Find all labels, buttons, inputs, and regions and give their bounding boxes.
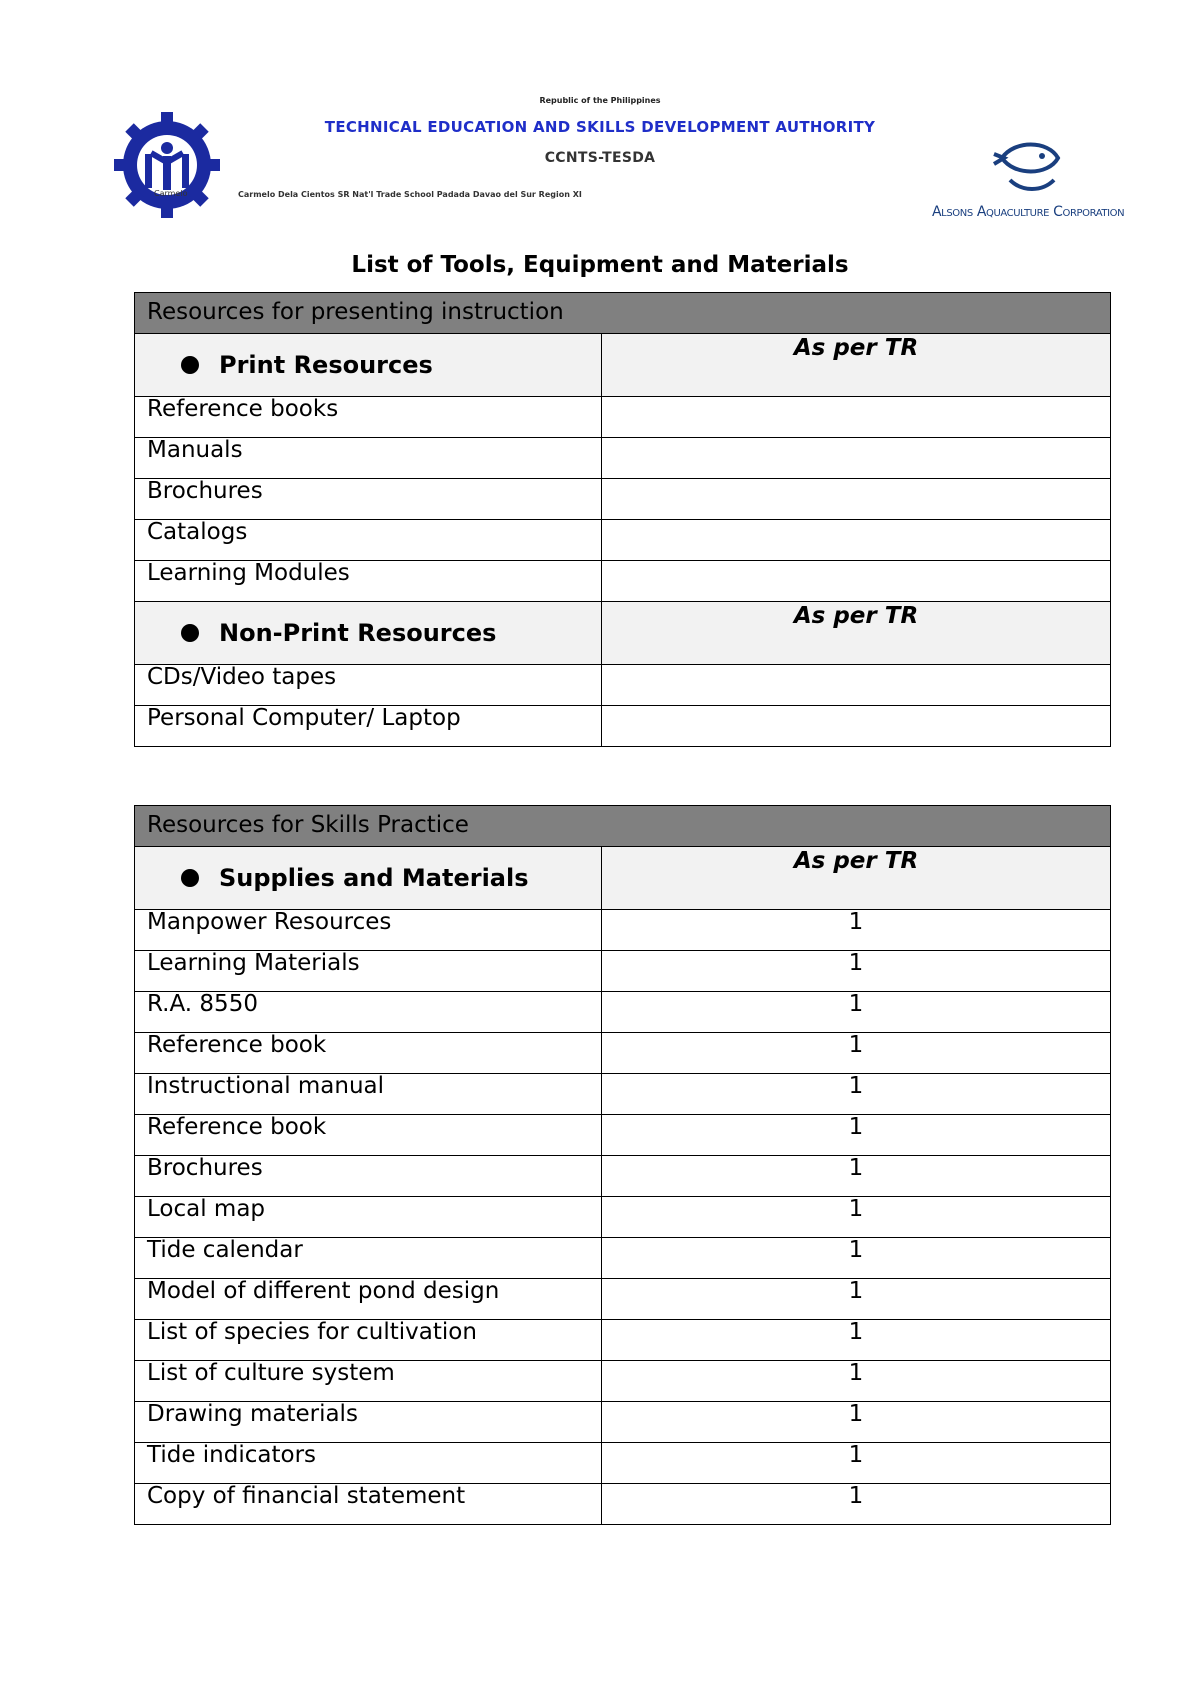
group-heading-label: Print Resources [219, 350, 433, 379]
item-quantity: 1 [602, 1443, 1111, 1484]
item-name: Manuals [135, 438, 602, 479]
table-row [135, 665, 1111, 706]
item-value [602, 665, 1111, 706]
item-value [602, 397, 1111, 438]
item-value [602, 479, 1111, 520]
item-name: Brochures [135, 479, 602, 520]
item-name: Personal Computer/ Laptop [135, 706, 602, 747]
agency-name: TECHNICAL EDUCATION AND SKILLS DEVELOPMENT AUTHORITY [324, 118, 876, 136]
section-header-row [135, 293, 1111, 334]
table-row [135, 561, 1111, 602]
item-name: Reference books [135, 397, 602, 438]
item-name: Reference book [135, 1115, 602, 1156]
item-quantity: 1 [602, 1238, 1111, 1279]
right-logo-caption: Alsons Aquaculture Corporation [932, 204, 1125, 220]
table-row [135, 706, 1111, 747]
section-header-row [135, 806, 1111, 847]
item-quantity: 1 [602, 1074, 1111, 1115]
group-heading [135, 334, 602, 397]
item-quantity: 1 [602, 1197, 1111, 1238]
table-row [135, 951, 1111, 992]
item-value [602, 438, 1111, 479]
item-name: List of culture system [135, 1361, 602, 1402]
table-row [135, 1033, 1111, 1074]
school-address: Carmelo Dela Cientos SR Nat'l Trade School Padada Davao del Sur Region XI [238, 190, 582, 199]
item-name: Model of different pond design [135, 1279, 602, 1320]
item-name: Brochures [135, 1156, 602, 1197]
item-name: Reference book [135, 1033, 602, 1074]
item-name: Manpower Resources [135, 910, 602, 951]
item-quantity: 1 [602, 1033, 1111, 1074]
table-row [135, 397, 1111, 438]
instruction-resources-table [134, 292, 1111, 747]
item-quantity: 1 [602, 1402, 1111, 1443]
group-heading [135, 602, 602, 665]
group-heading [135, 847, 602, 910]
item-quantity: 1 [602, 1115, 1111, 1156]
item-quantity: 1 [602, 1484, 1111, 1525]
document-header [0, 0, 1200, 240]
as-per-tr-label: As per TR [602, 847, 1111, 910]
section-title: Resources for Skills Practice [135, 806, 1111, 847]
item-name: Catalogs [135, 520, 602, 561]
table-row [135, 1279, 1111, 1320]
table-row [135, 479, 1111, 520]
republic-line: Republic of the Philippines [539, 96, 661, 105]
table-row [135, 1074, 1111, 1115]
table-row [135, 1484, 1111, 1525]
table-row [135, 1402, 1111, 1443]
item-name: List of species for cultivation [135, 1320, 602, 1361]
bullet-icon [181, 869, 199, 887]
group-header-row [135, 602, 1111, 665]
section-title: Resources for presenting instruction [135, 293, 1111, 334]
item-name: CDs/Video tapes [135, 665, 602, 706]
item-name: Tide calendar [135, 1238, 602, 1279]
item-name: Learning Materials [135, 951, 602, 992]
item-quantity: 1 [602, 910, 1111, 951]
table-row [135, 1320, 1111, 1361]
group-heading-label: Non-Print Resources [219, 618, 497, 647]
table-row [135, 1443, 1111, 1484]
item-name: Tide indicators [135, 1443, 602, 1484]
item-value [602, 520, 1111, 561]
item-name: R.A. 8550 [135, 992, 602, 1033]
item-value [602, 561, 1111, 602]
bullet-icon [181, 624, 199, 642]
item-name: Drawing materials [135, 1402, 602, 1443]
table-row [135, 1361, 1111, 1402]
item-name: Copy of financial statement [135, 1484, 602, 1525]
item-quantity: 1 [602, 951, 1111, 992]
as-per-tr-label: As per TR [602, 334, 1111, 397]
item-name: Learning Modules [135, 561, 602, 602]
skills-practice-table [134, 805, 1111, 1525]
table-row [135, 1238, 1111, 1279]
item-name: Local map [135, 1197, 602, 1238]
page-title: List of Tools, Equipment and Materials [351, 252, 849, 278]
item-quantity: 1 [602, 1156, 1111, 1197]
table-row [135, 520, 1111, 561]
bullet-icon [181, 356, 199, 374]
item-quantity: 1 [602, 1279, 1111, 1320]
group-heading-label: Supplies and Materials [219, 863, 529, 892]
group-header-row [135, 847, 1111, 910]
table-row [135, 1115, 1111, 1156]
unit-name: CCNTS-TESDA [544, 150, 656, 166]
table-row [135, 992, 1111, 1033]
item-name: Instructional manual [135, 1074, 602, 1115]
item-value [602, 706, 1111, 747]
left-logo-caption: Carmelo [154, 189, 188, 198]
item-quantity: 1 [602, 1320, 1111, 1361]
item-quantity: 1 [602, 992, 1111, 1033]
as-per-tr-label: As per TR [602, 602, 1111, 665]
item-quantity: 1 [602, 1361, 1111, 1402]
table-row [135, 1197, 1111, 1238]
table-row [135, 1156, 1111, 1197]
table-row [135, 910, 1111, 951]
table-row [135, 438, 1111, 479]
group-header-row [135, 334, 1111, 397]
